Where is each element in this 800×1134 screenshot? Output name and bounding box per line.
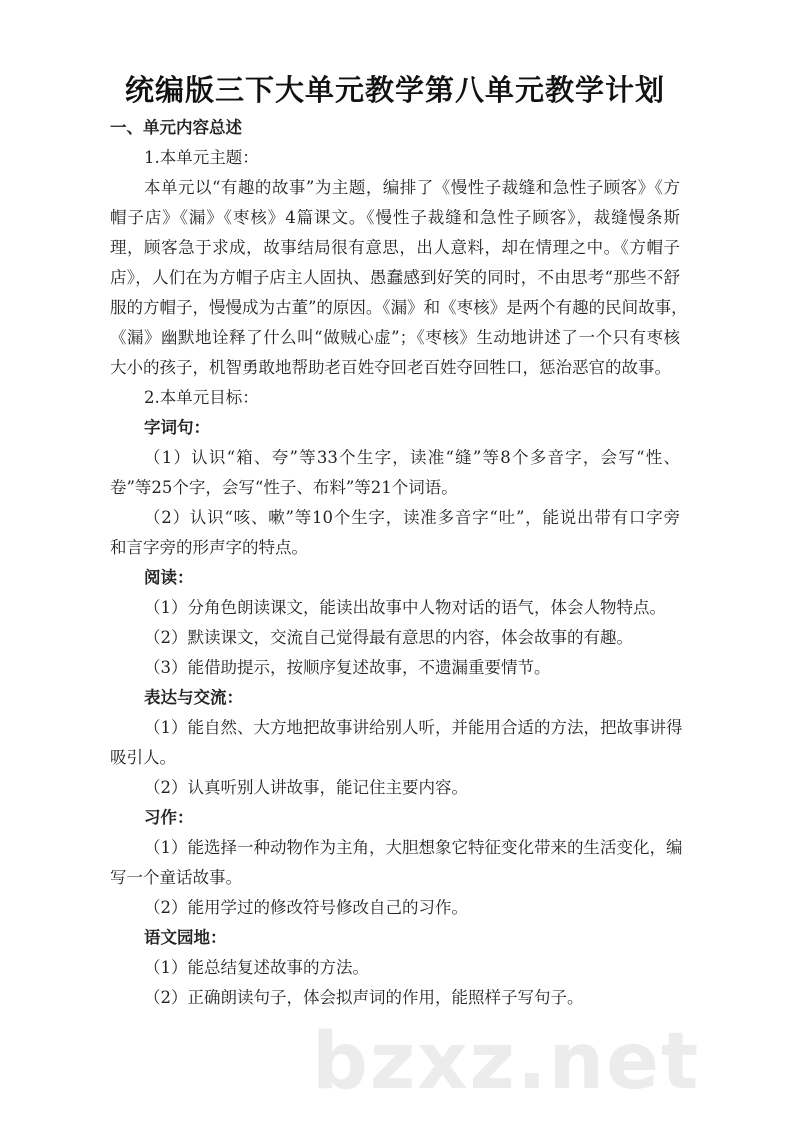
watermark: bzxz.net — [312, 1017, 701, 1107]
text-line: 《漏》幽默地诠释了什么叫“做贼心虚”；《枣核》生动地讲述了一个只有枣核 — [110, 328, 680, 347]
text-line: 帽子店》《漏》《枣核》4篇课文。《慢性子裁缝和急性子顾客》，裁缝慢条斯 — [110, 208, 680, 227]
text-line: 大小的孩子，机智勇敢地帮助老百姓夺回老百姓夺回牲口，惩治恶官的故事。 — [110, 358, 671, 377]
section-heading: 习作： — [144, 808, 194, 827]
text-line: （1）能自然、大方地把故事讲给别人听，并能用合适的方法，把故事讲得 — [144, 718, 683, 737]
text-line: 2.本单元目标： — [144, 388, 259, 407]
text-line: （2）正确朗读句子，体会拟声词的作用，能照样子写句子。 — [144, 988, 584, 1007]
text-line: 理，顾客急于求成，故事结局很有意思，出人意料，却在情理之中。《方帽子 — [110, 238, 680, 257]
text-line: 1.本单元主题： — [144, 148, 259, 167]
section-heading: 表达与交流： — [144, 688, 243, 707]
text-line: （1）认识“箱、夸”等33个生字，读准“缝”等8个多音字，会写“性、 — [144, 448, 680, 467]
text-line: 本单元以“有趣的故事”为主题，编排了《慢性子裁缝和急性子顾客》《方 — [144, 178, 680, 197]
text-line: （2）默读课文，交流自己觉得最有意思的内容，体会故事的有趣。 — [144, 628, 633, 647]
document-page — [110, 68, 688, 1013]
text-line: （1）分角色朗读课文，能读出故事中人物对话的语气，体会人物特点。 — [144, 598, 666, 617]
text-line: 店》，人们在为方帽子店主人固执、愚蠢感到好笑的同时，不由思考“那些不舒 — [110, 268, 680, 287]
section-heading: 阅读： — [144, 568, 194, 587]
text-line: （2）认真听别人讲故事，能记住主要内容。 — [144, 778, 468, 797]
text-line: （1）能选择一种动物作为主角，大胆想象它特征变化带来的生活变化，编 — [144, 838, 683, 857]
text-line: 写一个童话故事。 — [110, 868, 242, 887]
text-line: （3）能借助提示，按顺序复述故事，不遗漏重要情节。 — [144, 658, 551, 677]
document-body — [110, 113, 688, 1013]
section-heading: 一、单元内容总述 — [110, 118, 242, 137]
text-line: 和言字旁的形声字的特点。 — [110, 538, 308, 557]
text-line: （2）认识“咳、嗽”等10个生字，读准多音字“吐”，能说出带有口字旁 — [144, 508, 680, 527]
text-line: 卷”等25个字，会写“性子、布料”等21个词语。 — [110, 478, 458, 497]
text-line: （1）能总结复述故事的方法。 — [144, 958, 369, 977]
text-line: 服的方帽子，慢慢成为古董”的原因。《漏》和《枣核》是两个有趣的民间故事， — [110, 298, 688, 317]
text-line: （2）能用学过的修改符号修改自己的习作。 — [144, 898, 468, 917]
section-heading: 语文园地： — [144, 928, 227, 947]
section-heading: 字词句： — [144, 418, 210, 437]
document-title: 统编版三下大单元教学第八单元教学计划 — [124, 73, 665, 107]
text-line: 吸引人。 — [110, 748, 176, 767]
